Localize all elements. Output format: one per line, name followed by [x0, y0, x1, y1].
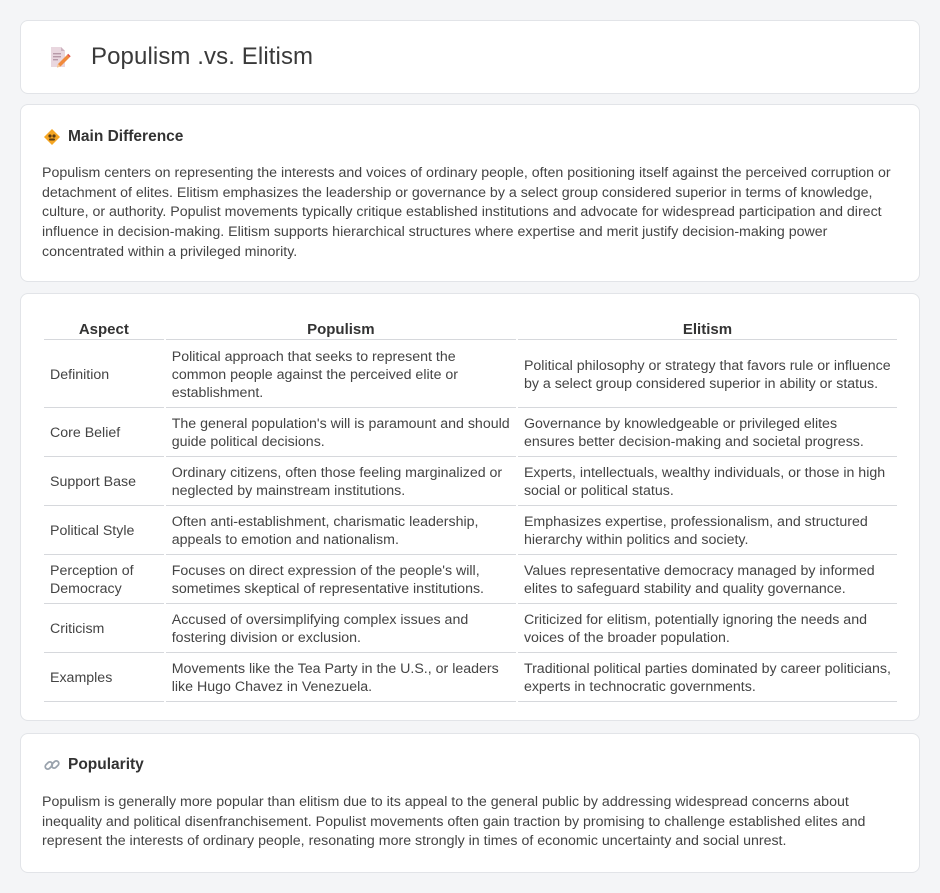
- elitism-cell: Political philosophy or strategy that favors rule or influence by a select group considered superior in ability or status.: [518, 342, 897, 408]
- page-title: Populism .vs. Elitism: [91, 43, 314, 70]
- populism-cell: Movements like the Tea Party in the U.S., or leaders like Hugo Chavez in Venezuela.: [166, 655, 516, 702]
- aspect-cell: Criticism: [44, 606, 164, 653]
- populism-cell: Political approach that seeks to represent the common people against the perceived elite or establishment.: [166, 342, 516, 408]
- main-difference-title: Main Difference: [68, 128, 184, 145]
- popularity-title: Popularity: [68, 756, 144, 773]
- aspect-cell: Definition: [44, 342, 164, 408]
- table-row: [44, 459, 897, 506]
- aspect-cell: Support Base: [44, 459, 164, 506]
- aspect-cell: Core Belief: [44, 410, 164, 457]
- main-difference-card: [20, 104, 920, 282]
- table-row: [44, 655, 897, 702]
- header-elitism: Elitism: [518, 316, 897, 340]
- popularity-card: [20, 733, 920, 873]
- table-row: [44, 557, 897, 604]
- populism-cell: Accused of oversimplifying complex issues and fostering division or exclusion.: [166, 606, 516, 653]
- elitism-cell: Traditional political parties dominated by career politicians, experts in technocratic governments.: [518, 655, 897, 702]
- diamond-sign-icon: [43, 128, 61, 146]
- table-row: [44, 410, 897, 457]
- main-difference-heading: [43, 128, 183, 146]
- populism-cell: Ordinary citizens, often those feeling marginalized or neglected by mainstream institutions.: [166, 459, 516, 506]
- link-icon: [43, 756, 61, 774]
- aspect-cell: Political Style: [44, 508, 164, 555]
- populism-cell: Focuses on direct expression of the people's will, sometimes skeptical of representative institutions.: [166, 557, 516, 604]
- header-card: [20, 20, 920, 94]
- table-row: [44, 606, 897, 653]
- table-row: [44, 342, 897, 408]
- popularity-heading: [43, 756, 144, 774]
- table-row: [44, 508, 897, 555]
- elitism-cell: Values representative democracy managed by informed elites to safeguard stability and quality governance.: [518, 557, 897, 604]
- popularity-text: Populism is generally more popular than elitism due to its appeal to the general public by addressing widespread concerns about inequality and political disenfranchisement. Populist movements often gain traction by promising to challenge established elites and represent the interests of ordinary people, resonating more strongly in times of economic uncertainty and social unrest.: [42, 794, 866, 850]
- elitism-cell: Experts, intellectuals, wealthy individuals, or those in high social or political status.: [518, 459, 897, 506]
- header-populism: Populism: [166, 316, 516, 340]
- table-header-row: [44, 316, 897, 340]
- elitism-cell: Emphasizes expertise, professionalism, and structured hierarchy within politics and society.: [518, 508, 897, 555]
- aspect-cell: Examples: [44, 655, 164, 702]
- comparison-card: [20, 293, 920, 721]
- main-difference-text: Populism centers on representing the interests and voices of ordinary people, often positioning itself against the perceived corruption or detachment of elites. Elitism emphasizes the leadership or governance by a select group considered superior in terms of knowledge, culture, or authority. Populist movements typically critique established institutions and advocate for widespread participation and direct influence in decision-making. Elitism supports hierarchical structures where expertise and merit justify decision-making power concentrated within a privileged minority.: [42, 165, 891, 260]
- populism-cell: Often anti-establishment, charismatic leadership, appeals to emotion and nationalism.: [166, 508, 516, 555]
- document-pencil-icon: [47, 45, 71, 69]
- elitism-cell: Governance by knowledgeable or privileged elites ensures better decision-making and societal progress.: [518, 410, 897, 457]
- header-aspect: Aspect: [44, 316, 164, 340]
- populism-cell: The general population's will is paramount and should guide political decisions.: [166, 410, 516, 457]
- elitism-cell: Criticized for elitism, potentially ignoring the needs and voices of the broader population.: [518, 606, 897, 653]
- comparison-table: [42, 314, 899, 704]
- aspect-cell: Perception of Democracy: [44, 557, 164, 604]
